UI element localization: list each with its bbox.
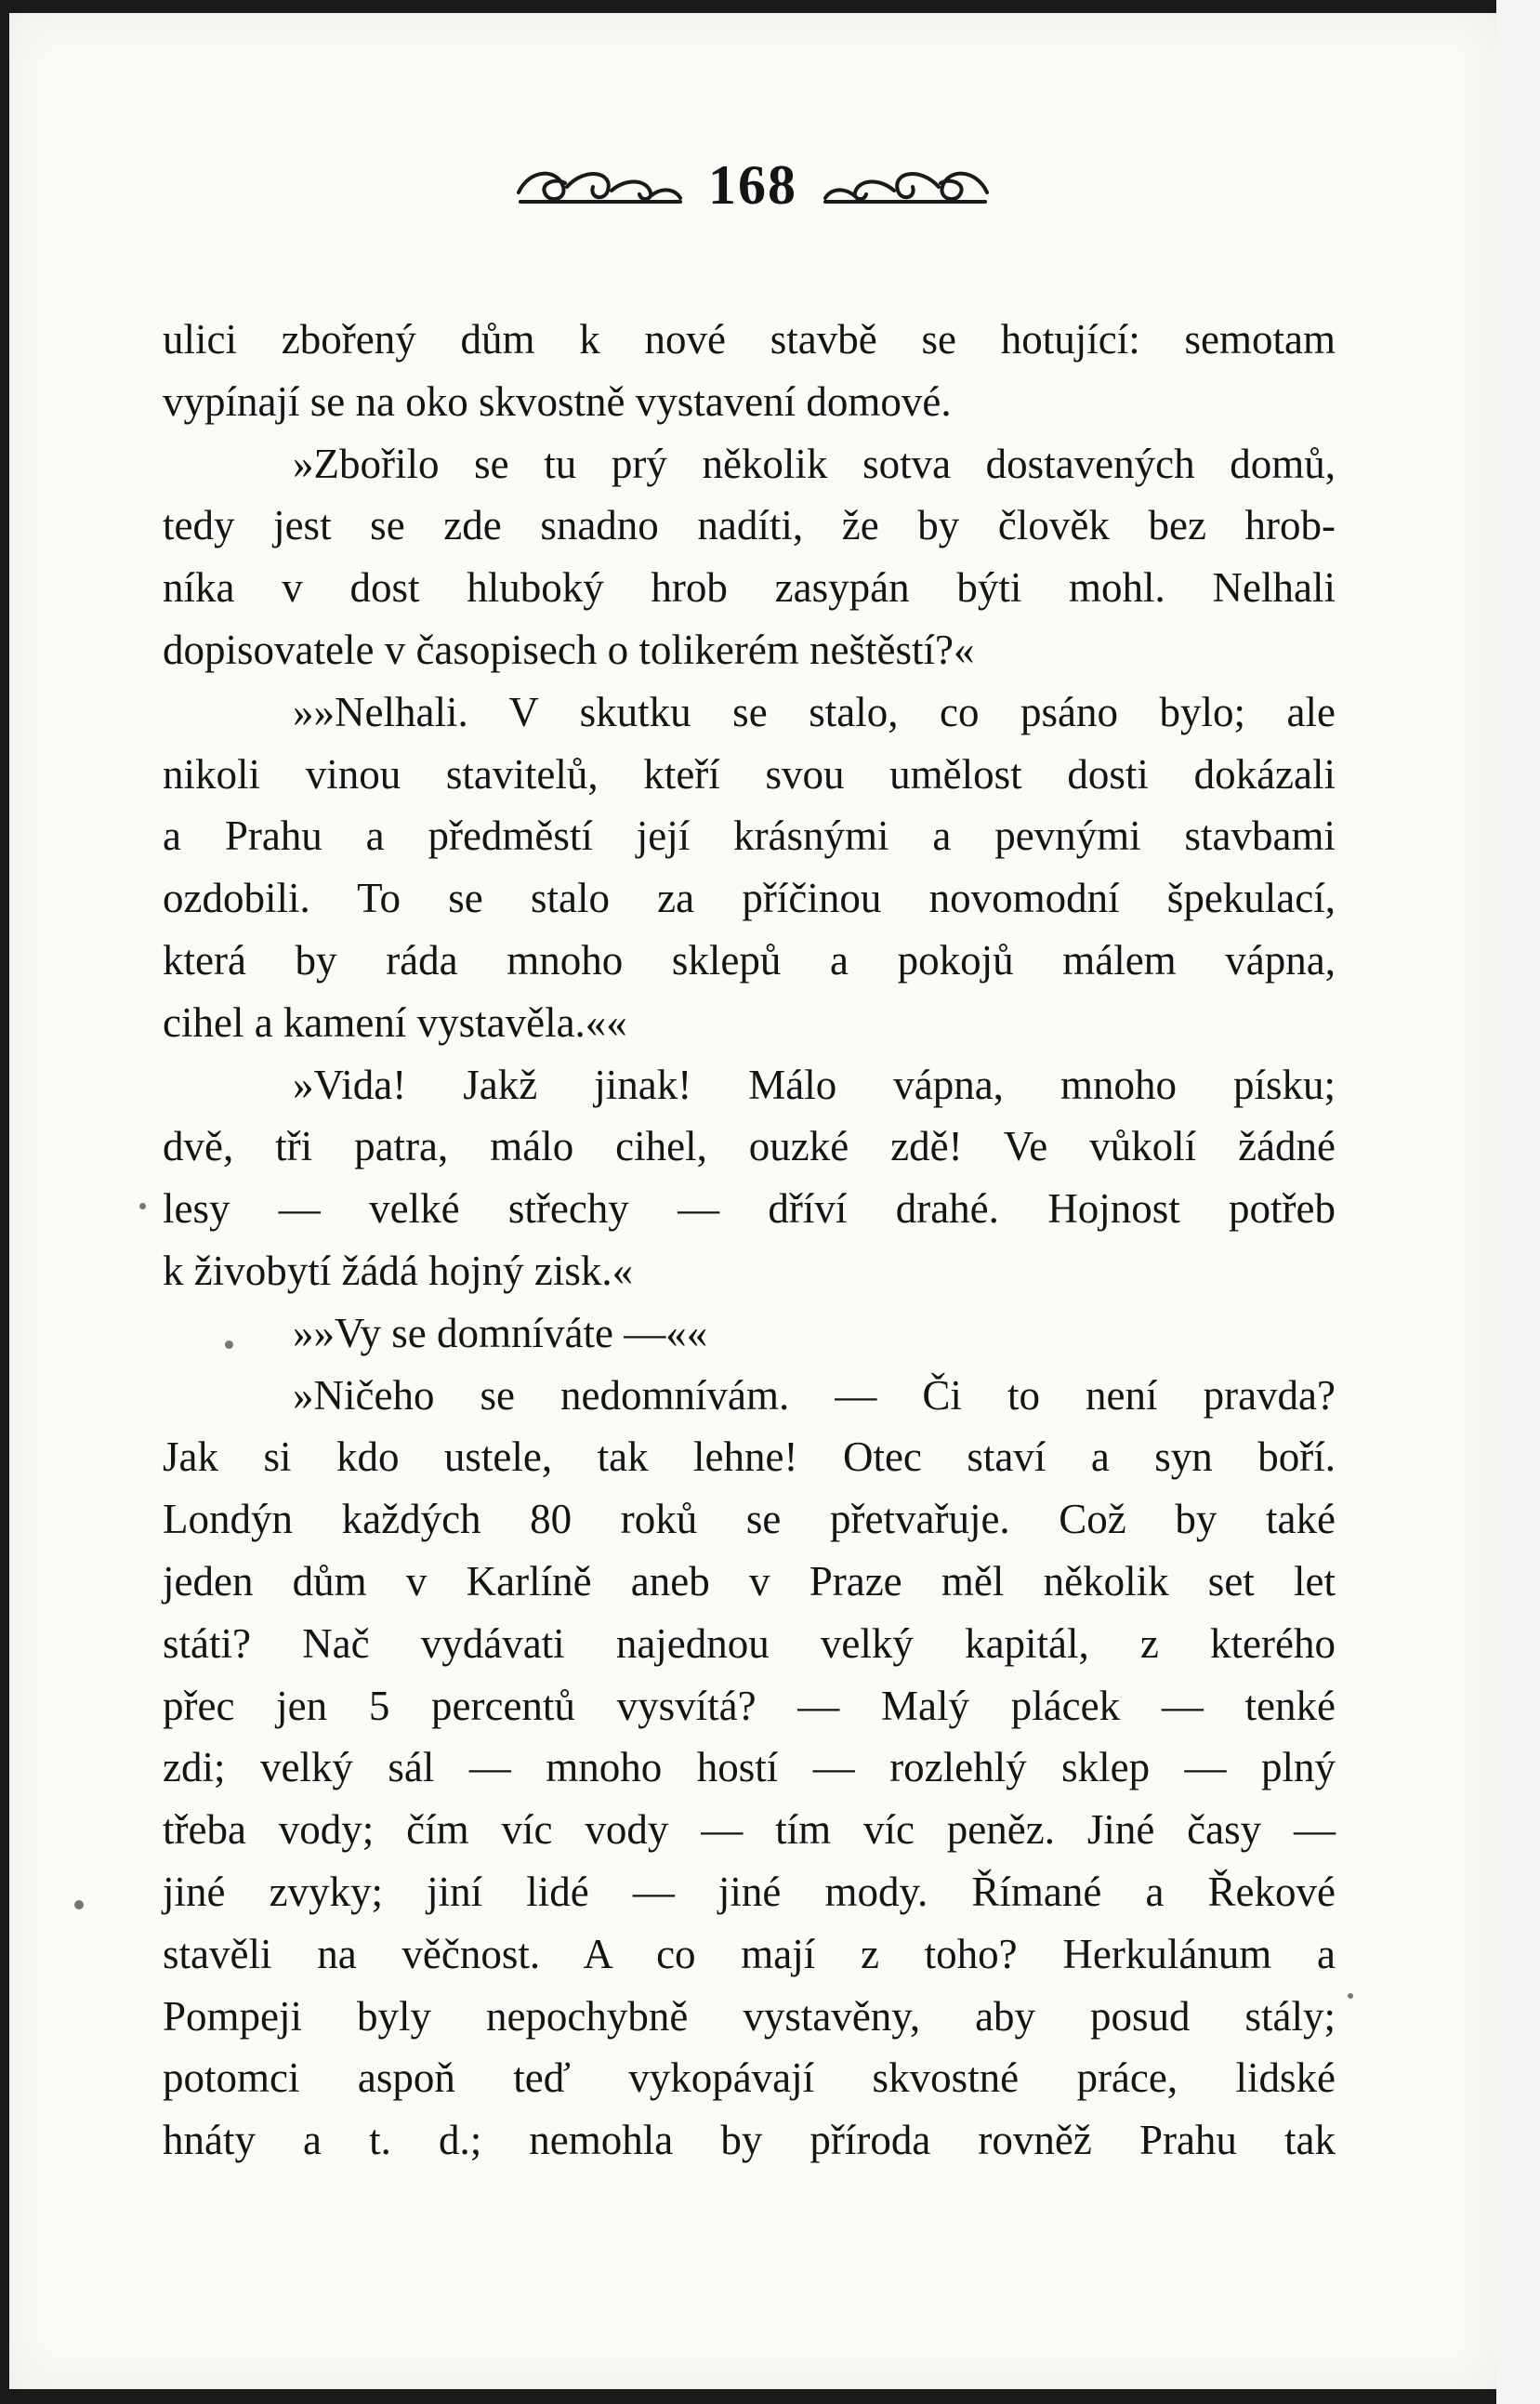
text-line: jeden dům v Karlíně aneb v Praze měl několik set let — [163, 1557, 1336, 1605]
body-text — [163, 309, 1336, 2172]
print-speck — [74, 1900, 84, 1909]
page-edge — [1496, 0, 1540, 2404]
text-line: »»Vy se domníváte —«« — [293, 1309, 708, 1356]
text-line: jiné zvyky; jiní lidé — jiné mody. Římané a Řekové — [163, 1868, 1336, 1915]
ornament-right-icon — [818, 159, 994, 211]
print-speck — [1348, 1993, 1353, 1999]
text-line: »»Nelhali. V skutku se stalo, co psáno bylo; ale — [293, 688, 1336, 735]
text-line: hnáty a t. d.; nemohla by příroda rovněž Prahu tak — [163, 2117, 1336, 2164]
text-line: »Zbořilo se tu prý několik sotva dostavených domů, — [293, 440, 1336, 487]
page-header — [9, 143, 1496, 227]
text-line: níka v dost hluboký hrob zasypán býti mohl. Nelhali — [163, 564, 1336, 612]
print-speck — [139, 1203, 146, 1209]
text-line: která by ráda mnoho sklepů a pokojů málem vápna, — [163, 936, 1336, 984]
text-line: vypínají se na oko skvostně vystavení domové. — [163, 377, 952, 425]
print-speck — [225, 1341, 233, 1349]
text-line: Londýn každých 80 roků se přetvařuje. Což by také — [163, 1496, 1336, 1543]
text-line: přec jen 5 percentů vysvítá? — Malý plácek — tenké — [163, 1682, 1336, 1729]
ornament-left-icon — [511, 159, 688, 211]
text-line: zdi; velký sál — mnoho hostí — rozlehlý sklep — plný — [163, 1744, 1336, 1791]
book-page — [9, 13, 1496, 2389]
text-line: Jak si kdo ustele, tak lehne! Otec staví a syn boří. — [163, 1433, 1336, 1481]
text-line: a Prahu a předměstí její krásnými a pevnými stavbami — [163, 812, 1336, 860]
text-line: lesy — velké střechy — dříví drahé. Hojnost potřeb — [163, 1185, 1336, 1233]
text-line: stavěli na věčnost. A co mají z toho? Herkulánum a — [163, 1930, 1336, 1977]
text-line: dopisovatele v časopisech o tolikerém neštěstí?« — [163, 626, 975, 673]
text-line: dvě, tři patra, málo cihel, ouzké zdě! Ve vůkolí žádné — [163, 1123, 1336, 1170]
text-line: nikoli vinou stavitelů, kteří svou umělost dosti dokázali — [163, 750, 1336, 798]
text-line: státi? Nač vydávati najednou velký kapitál, z kterého — [163, 1619, 1336, 1667]
text-line: »Vida! Jakž jinak! Málo vápna, mnoho písku; — [293, 1061, 1336, 1108]
page-number: 168 — [708, 153, 797, 216]
text-line: potomci aspoň teď vykopávají skvostné práce, lidské — [163, 2054, 1336, 2102]
text-line: k živobytí žádá hojný zisk.« — [163, 1247, 634, 1294]
text-line: tedy jest se zde snadno nadíti, že by člověk bez hrob- — [163, 502, 1336, 549]
text-line: ulici zbořený dům k nové stavbě se hotující: semotam — [163, 316, 1336, 363]
text-line: cihel a kamení vystavěla.«« — [163, 998, 627, 1046]
text-line: ozdobili. To se stalo za příčinou novomodní špekulací, — [163, 875, 1336, 922]
text-line: třeba vody; čím víc vody — tím víc peněz. Jiné časy — — [163, 1806, 1336, 1854]
text-line: »Ničeho se nedomnívám. — Či to není pravda? — [293, 1371, 1336, 1419]
text-line: Pompeji byly nepochybně vystavěny, aby posud stály; — [163, 1992, 1336, 2040]
